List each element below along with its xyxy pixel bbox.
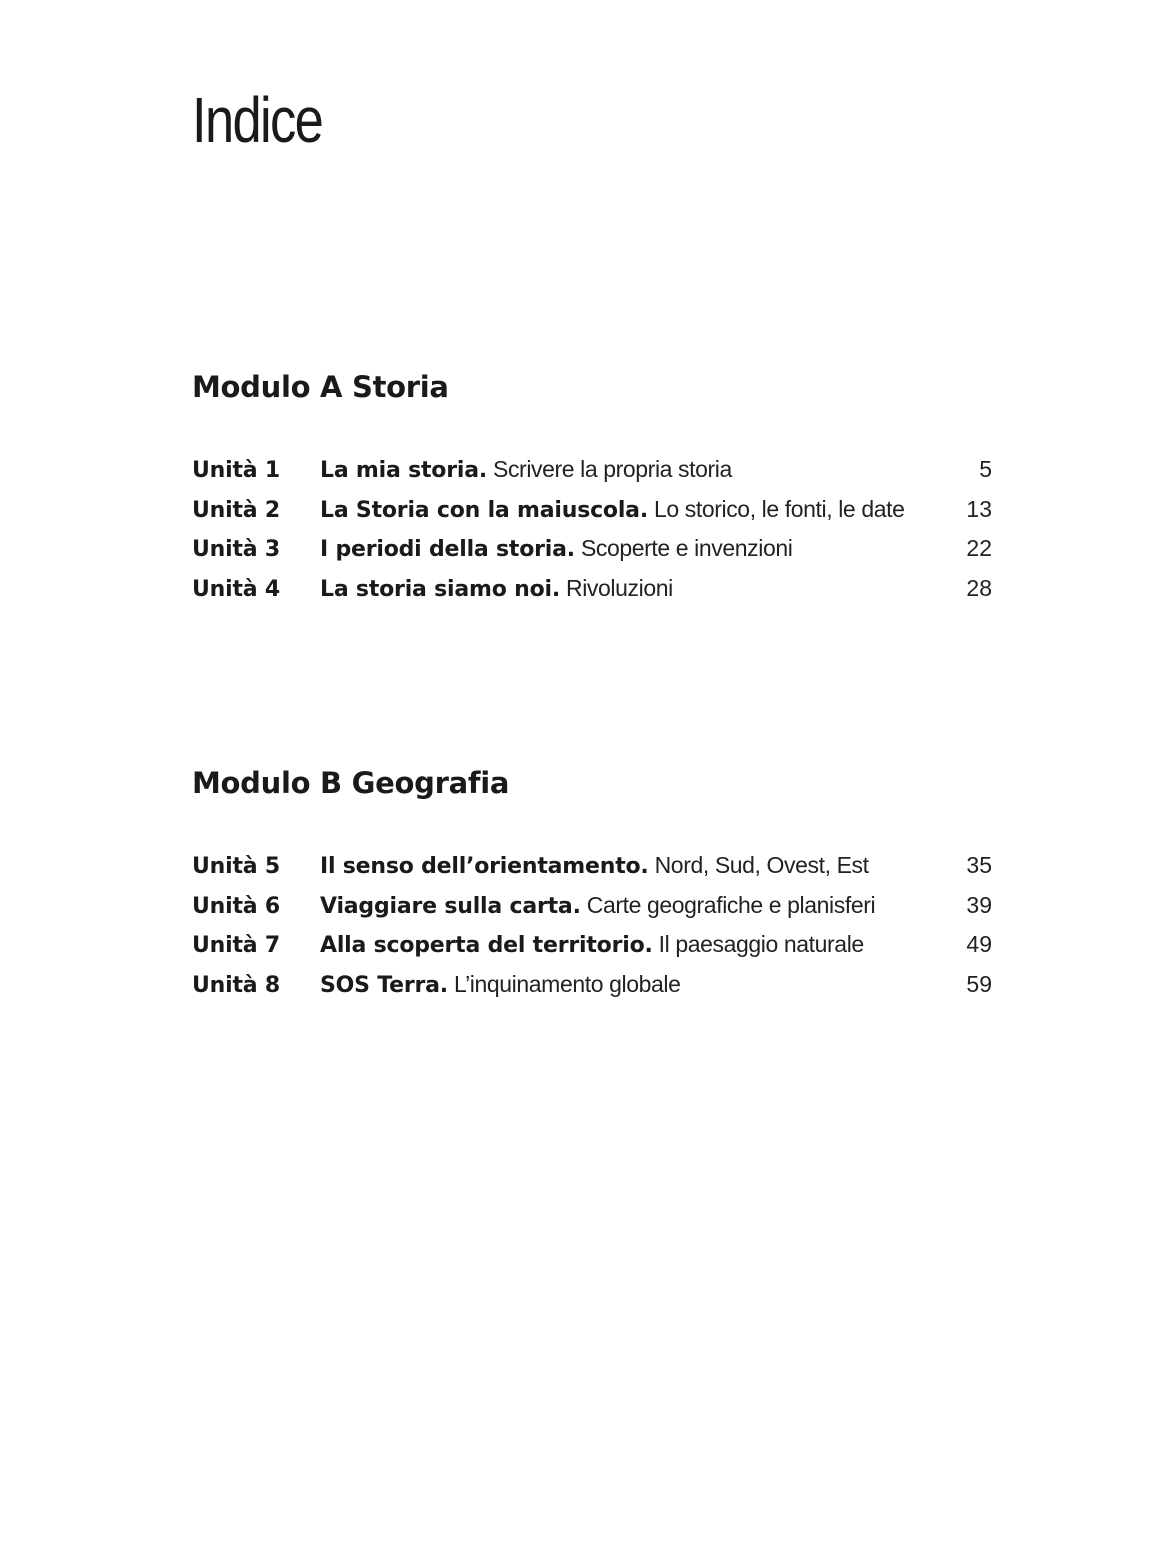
entry-title: Viaggiare sulla carta. — [320, 893, 581, 919]
page-number: 5 — [979, 456, 992, 482]
entry-subtitle: L’inquinamento globale — [453, 971, 681, 998]
entry-text — [320, 529, 932, 572]
page-number: 28 — [966, 575, 992, 602]
entry-text — [320, 569, 932, 612]
entry-text — [320, 886, 932, 929]
entry-title: La storia siamo noi. — [320, 577, 560, 603]
entry-subtitle: Nord, Sud, Ovest, Est — [654, 852, 869, 878]
page-number: 49 — [966, 931, 992, 958]
unit-label: Unità 8 — [192, 973, 280, 999]
toc-list — [192, 450, 992, 609]
toc-entry-unit-2[interactable] — [192, 490, 992, 530]
module-heading: Modulo B Geografia — [192, 766, 510, 800]
toc-entry-unit-8[interactable] — [192, 965, 992, 1005]
toc-entry-unit-1[interactable] — [192, 450, 992, 490]
page-number: 39 — [966, 891, 992, 918]
unit-label: Unità 6 — [192, 893, 280, 919]
entry-subtitle: Rivoluzioni — [566, 575, 673, 602]
toc-entry-unit-4[interactable] — [192, 569, 992, 609]
unit-label: Unità 2 — [192, 497, 280, 523]
entry-title: La mia storia. — [320, 458, 488, 483]
entry-text — [320, 965, 932, 1008]
module-heading: Modulo A Storia — [192, 370, 449, 404]
entry-title: La Storia con la maiuscola. — [320, 497, 648, 523]
entry-subtitle: Scrivere la propria storia — [493, 456, 732, 482]
entry-subtitle: Il paesaggio naturale — [658, 931, 864, 958]
page-number: 22 — [966, 535, 992, 562]
unit-label: Unità 3 — [192, 537, 280, 563]
module-a-section — [192, 366, 992, 609]
page-title: Indice — [192, 84, 323, 156]
module-b-section — [192, 762, 992, 1005]
entry-subtitle: Scoperte e invenzioni — [580, 535, 793, 562]
entry-text — [320, 490, 932, 533]
toc-entry-unit-3[interactable] — [192, 529, 992, 569]
page-number: 35 — [966, 852, 992, 878]
unit-label: Unità 4 — [192, 577, 280, 603]
page-number: 13 — [966, 495, 992, 522]
unit-label: Unità 7 — [192, 933, 280, 959]
unit-label: Unità 5 — [192, 854, 280, 879]
toc-entry-unit-7[interactable] — [192, 925, 992, 965]
entry-title: I periodi della storia. — [320, 537, 575, 563]
unit-label: Unità 1 — [192, 458, 280, 483]
entry-subtitle: Lo storico, le fonti, le date — [653, 495, 905, 522]
page-number: 59 — [966, 971, 992, 998]
entry-text — [320, 925, 932, 968]
entry-title: SOS Terra. — [320, 973, 448, 999]
entry-subtitle: Carte geografiche e planisferi — [586, 891, 876, 918]
entry-text — [320, 450, 932, 493]
entry-text — [320, 846, 932, 889]
entry-title: Alla scoperta del territorio. — [320, 933, 653, 959]
toc-entry-unit-5[interactable] — [192, 846, 992, 886]
toc-entry-unit-6[interactable] — [192, 886, 992, 926]
toc-list — [192, 846, 992, 1005]
entry-title: Il senso dell’orientamento. — [320, 854, 649, 879]
